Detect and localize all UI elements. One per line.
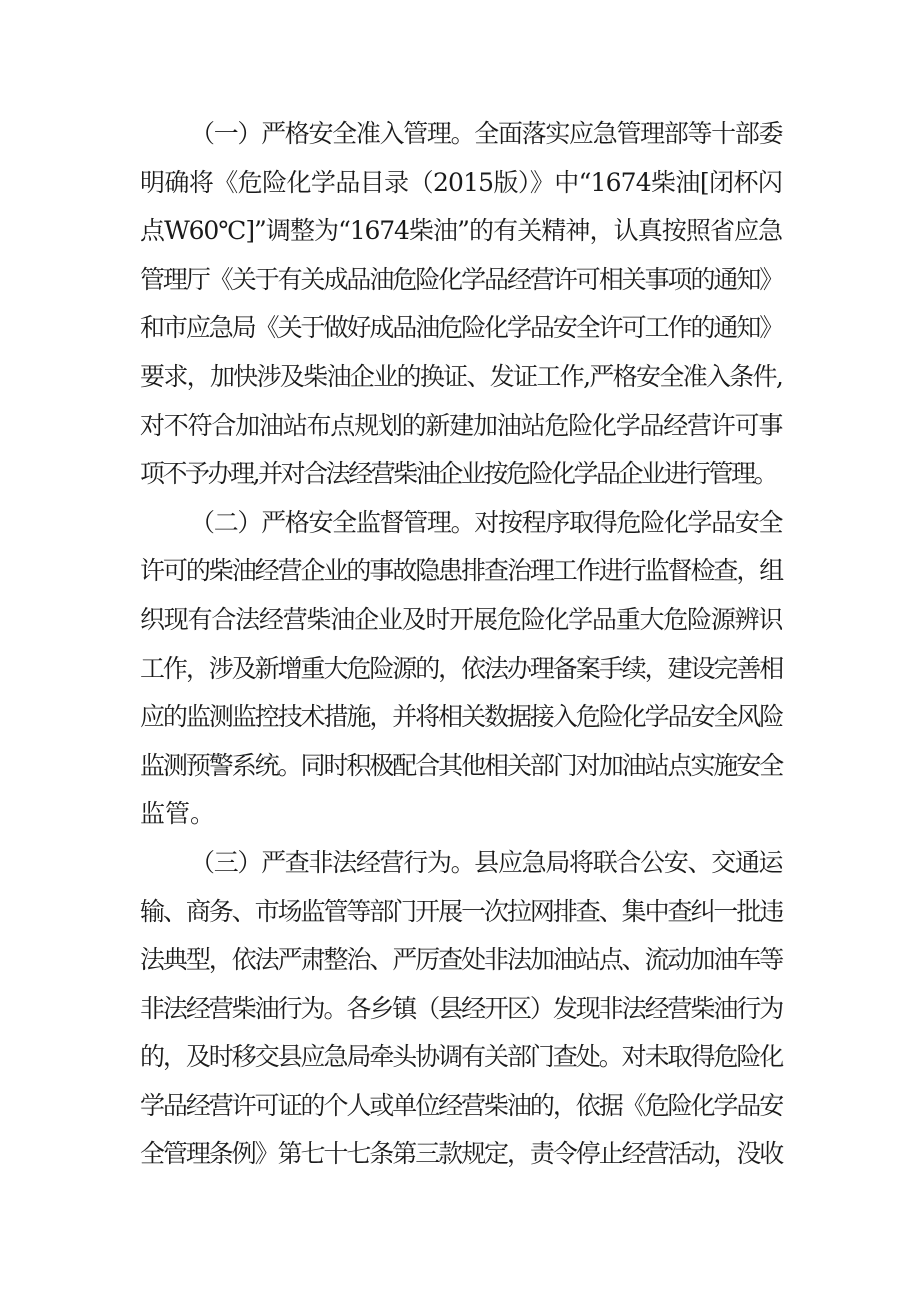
paragraph-line: 监测预警系统。同时积极配合其他相关部门对加油站点实施安全 <box>140 750 782 780</box>
paragraph-line: 项不予办理,并对合法经营柴油企业按危险化学品企业进行管理。 <box>140 459 777 489</box>
paragraph-line: 点W60℃]”调整为“1674柴油”的有关精神，认真按照省应急 <box>140 216 782 246</box>
paragraph-line: 许可的柴油经营企业的事故隐患排查治理工作进行监督检查，组 <box>140 556 782 586</box>
paragraph-3 <box>140 839 782 1179</box>
paragraph-line: 的，及时移交县应急局牵头协调有关部门查处。对未取得危险化 <box>140 1042 782 1072</box>
paragraph-line: 监管。 <box>140 799 216 829</box>
paragraph-line: 全管理条例》第七十七条第三款规定，责令停止经营活动，没收 <box>140 1139 782 1169</box>
paragraph-line: 管理厅《关于有关成品油危险化学品经营许可相关事项的通知》 <box>140 264 782 294</box>
paragraph-line: 明确将《危险化学品目录（2015版）》中“1674柴油[闭杯闪 <box>140 167 782 197</box>
paragraph-line: 输、商务、市场监管等部门开展一次拉网排查、集中查纠一批违 <box>140 896 782 926</box>
paragraph-line: 学品经营许可证的个人或单位经营柴油的，依据《危险化学品安 <box>140 1090 782 1120</box>
paragraph-line: 工作，涉及新增重大危险源的，依法办理备案手续，建设完善相 <box>140 653 782 683</box>
paragraph-line: 和市应急局《关于做好成品油危险化学品安全许可工作的通知》 <box>140 313 782 343</box>
paragraph-line: 应的监测监控技术措施，并将相关数据接入危险化学品安全风险 <box>140 702 782 732</box>
paragraph-2 <box>140 499 782 839</box>
paragraph-line: 对不符合加油站布点规划的新建加油站危险化学品经营许可事 <box>140 410 782 440</box>
paragraph-line: 要求，加快涉及柴油企业的换证、发证工作,严格安全准入条件, <box>140 361 782 391</box>
paragraph-line: 法典型，依法严肃整治、严厉查处非法加油站点、流动加油车等 <box>140 945 782 975</box>
paragraph-line: 非法经营柴油行为。各乡镇（县经开区）发现非法经营柴油行为 <box>140 993 782 1023</box>
paragraph-line: （三）严查非法经营行为。县应急局将联合公安、交通运 <box>190 847 782 877</box>
document-body <box>140 110 782 1179</box>
paragraph-line: （一）严格安全准入管理。全面落实应急管理部等十部委 <box>190 119 782 148</box>
paragraph-1 <box>140 110 782 499</box>
paragraph-line: （二）严格安全监督管理。对按程序取得危险化学品安全 <box>190 507 782 537</box>
paragraph-line: 织现有合法经营柴油企业及时开展危险化学品重大危险源辨识 <box>140 604 782 634</box>
